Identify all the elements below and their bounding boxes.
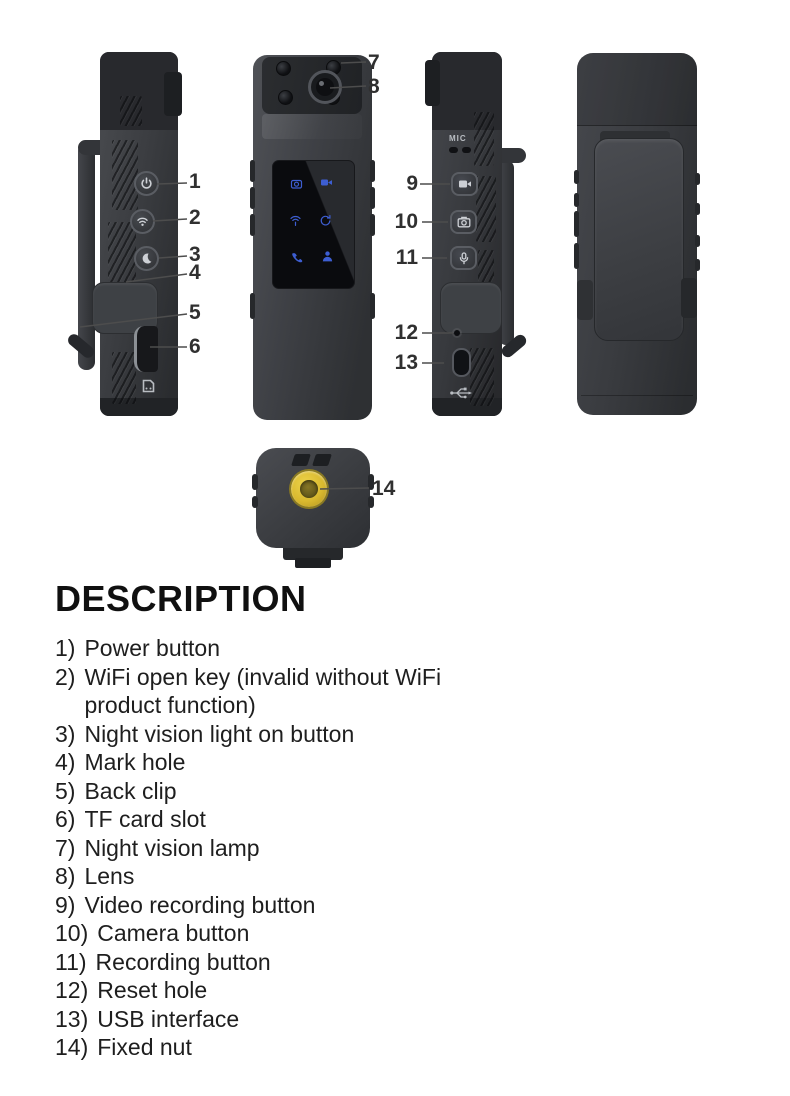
item-text: Fixed nut xyxy=(97,1034,192,1060)
mic-label: MIC xyxy=(449,134,467,143)
callout-number-8: 8 xyxy=(368,75,380,98)
callout-line-7 xyxy=(341,62,366,63)
callout-line-8 xyxy=(330,86,366,88)
description-item-14 xyxy=(55,1033,735,1062)
item-text: Night vision light on button xyxy=(84,720,355,747)
item-number: 2) xyxy=(55,663,76,690)
item-number: 12) xyxy=(55,977,89,1003)
description-section xyxy=(55,578,735,1062)
item-text: Back clip xyxy=(84,777,177,804)
callout-line-3 xyxy=(159,256,187,258)
callout-number-7: 7 xyxy=(368,51,380,74)
callout-number-1: 1 xyxy=(189,170,201,193)
item-text: Recording button xyxy=(95,948,271,975)
callout-number-13: 13 xyxy=(394,351,418,374)
item-number: 5) xyxy=(55,777,76,804)
callout-number-11: 11 xyxy=(395,246,418,269)
item-number: 10) xyxy=(55,920,89,946)
item-number: 4) xyxy=(55,749,76,775)
item-text: Mark hole xyxy=(84,749,186,775)
item-text: Reset hole xyxy=(97,977,208,1003)
description-item-5 xyxy=(55,777,735,806)
item-number: 11) xyxy=(55,948,87,975)
description-item-6 xyxy=(55,805,735,834)
description-item-8 xyxy=(55,862,735,891)
callout-line-2 xyxy=(153,219,187,221)
item-number: 14) xyxy=(55,1034,89,1060)
item-text: Night vision lamp xyxy=(84,834,260,861)
item-text: TF card slot xyxy=(84,806,206,832)
description-item-9 xyxy=(55,891,735,920)
callout-number-5: 5 xyxy=(189,301,201,324)
description-title: DESCRIPTION xyxy=(55,578,307,619)
description-item-3 xyxy=(55,720,735,749)
item-number: 6) xyxy=(55,806,76,832)
description-list xyxy=(55,634,735,1062)
item-number: 3) xyxy=(55,720,76,747)
item-text: USB interface xyxy=(97,1005,240,1032)
callout-line-1 xyxy=(157,183,187,184)
item-number: 13) xyxy=(55,1005,89,1032)
callout-number-6: 6 xyxy=(189,335,201,358)
item-number: 8) xyxy=(55,863,76,889)
description-item-4 xyxy=(55,748,735,777)
description-item-13 xyxy=(55,1005,735,1034)
item-number: 7) xyxy=(55,834,76,861)
callout-number-3: 3 xyxy=(189,243,201,266)
callout-line-5 xyxy=(80,314,187,327)
description-item-7 xyxy=(55,834,735,863)
item-text: WiFi open key (invalid without WiFi product function) xyxy=(84,663,442,718)
callout-line-14 xyxy=(320,488,369,489)
callout-number-2: 2 xyxy=(189,206,201,229)
callout-number-10: 10 xyxy=(394,210,418,233)
callout-number-12: 12 xyxy=(394,321,418,344)
description-item-2 xyxy=(55,663,735,720)
item-text: Camera button xyxy=(97,920,250,946)
description-item-12 xyxy=(55,976,735,1005)
callout-line-4 xyxy=(126,274,187,282)
item-number: 1) xyxy=(55,635,76,661)
item-number: 9) xyxy=(55,891,76,918)
item-text: Video recording button xyxy=(84,891,316,918)
callout-number-9: 9 xyxy=(406,172,418,195)
description-item-1 xyxy=(55,634,735,663)
callout-number-4: 4 xyxy=(189,261,201,284)
description-item-11 xyxy=(55,948,735,977)
item-text: Lens xyxy=(84,863,135,889)
callout-number-14: 14 xyxy=(372,477,396,500)
description-item-10 xyxy=(55,919,735,948)
item-text: Power button xyxy=(84,635,220,661)
